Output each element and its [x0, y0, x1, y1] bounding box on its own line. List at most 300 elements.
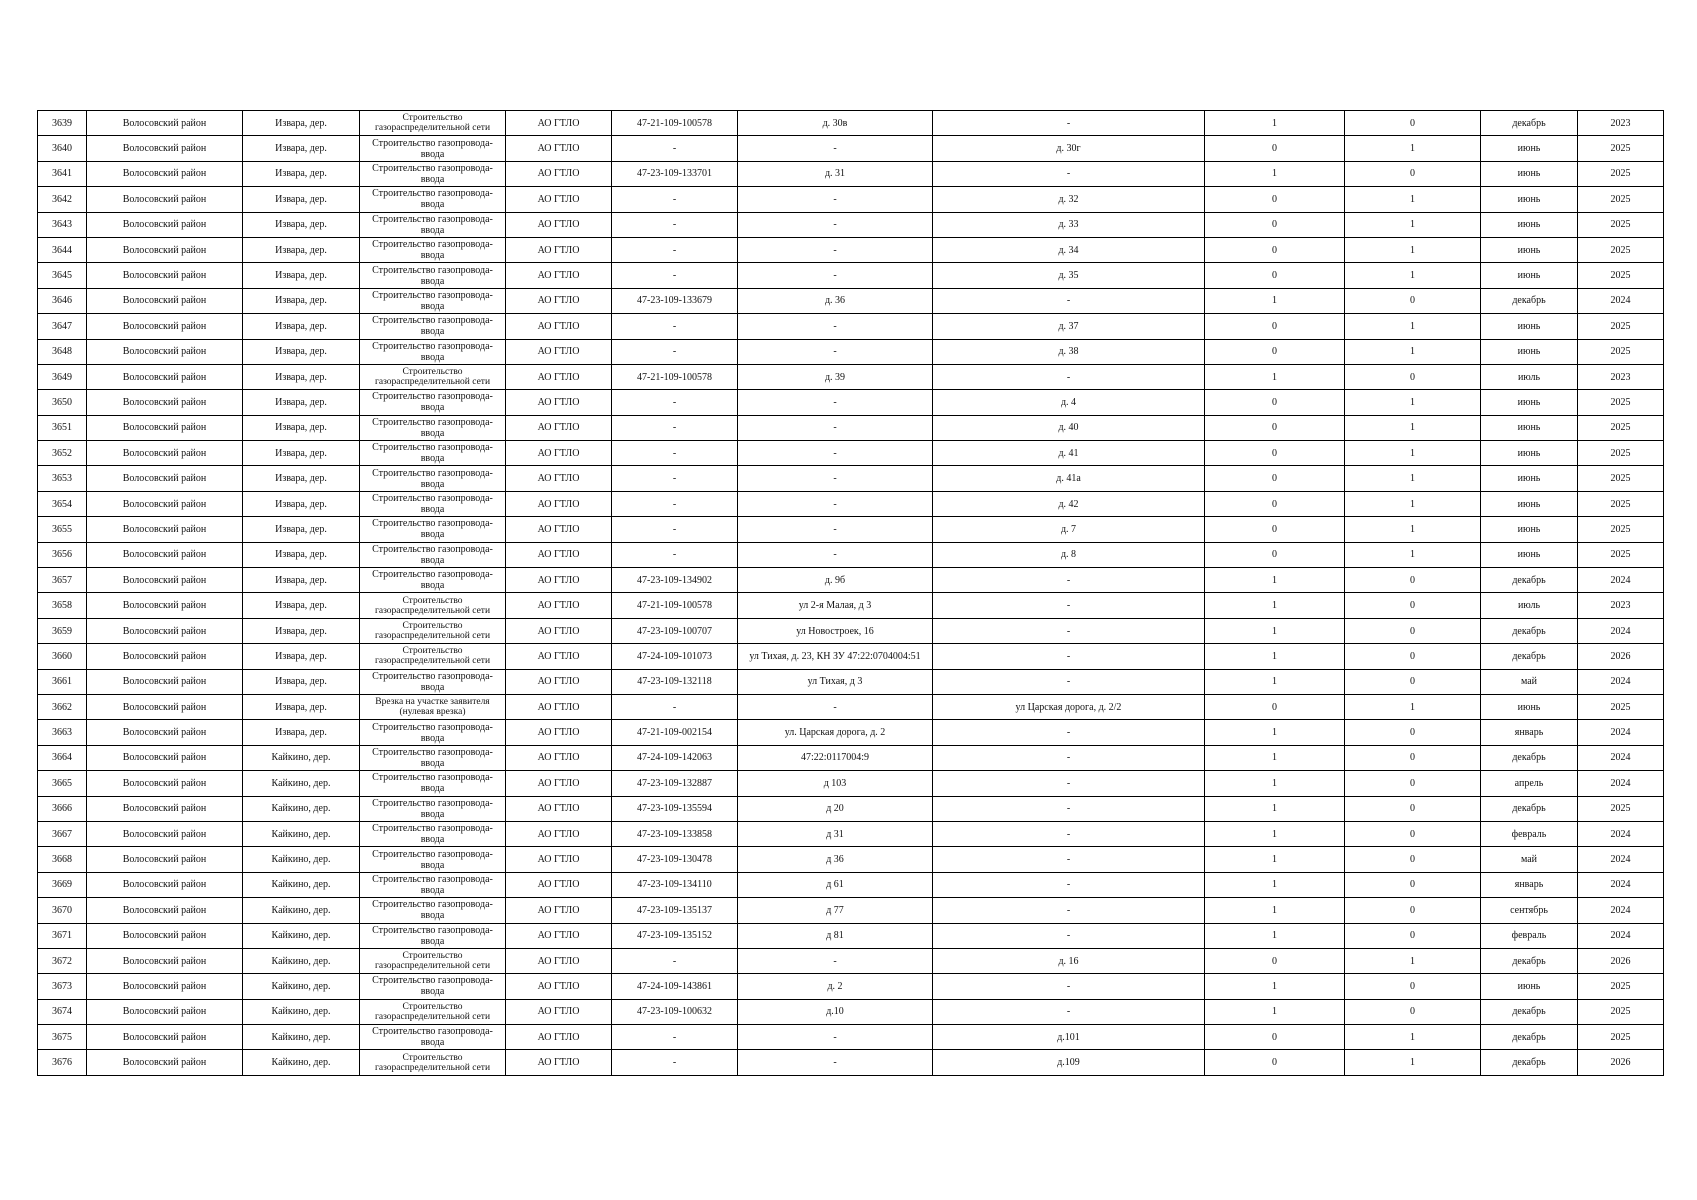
year-cell: 2024	[1578, 720, 1664, 745]
settlement-cell: Кайкино, дер.	[243, 771, 360, 796]
address-cell: д 31	[738, 821, 933, 846]
address-pending-cell: д.101	[933, 1025, 1205, 1050]
contract-number-cell: -	[612, 339, 738, 364]
organization-cell: АО ГТЛО	[506, 212, 612, 237]
address-cell: д 36	[738, 847, 933, 872]
month-cell: июнь	[1481, 390, 1578, 415]
settlement-cell: Извара, дер.	[243, 212, 360, 237]
table-row	[38, 974, 1664, 999]
count-a-cell: 0	[1205, 339, 1345, 364]
row-number-cell: 3657	[38, 568, 87, 593]
work-type-cell: Строительство газораспределительной сети	[360, 618, 506, 643]
count-a-cell: 1	[1205, 872, 1345, 897]
count-a-cell: 0	[1205, 517, 1345, 542]
count-b-cell: 0	[1345, 618, 1481, 643]
settlement-cell: Извара, дер.	[243, 187, 360, 212]
settlement-cell: Кайкино, дер.	[243, 898, 360, 923]
count-a-cell: 0	[1205, 237, 1345, 262]
contract-number-cell: -	[612, 441, 738, 466]
address-cell: -	[738, 263, 933, 288]
address-pending-cell: д. 34	[933, 237, 1205, 262]
count-a-cell: 1	[1205, 923, 1345, 948]
count-b-cell: 1	[1345, 1050, 1481, 1075]
table-row	[38, 390, 1664, 415]
work-type-cell: Строительство газопровода-ввода	[360, 669, 506, 694]
district-cell: Волосовский район	[87, 364, 243, 389]
work-type-cell: Строительство газопровода-ввода	[360, 542, 506, 567]
address-cell: -	[738, 1025, 933, 1050]
organization-cell: АО ГТЛО	[506, 187, 612, 212]
row-number-cell: 3669	[38, 872, 87, 897]
count-a-cell: 0	[1205, 263, 1345, 288]
month-cell: июнь	[1481, 517, 1578, 542]
settlement-cell: Извара, дер.	[243, 618, 360, 643]
work-type-cell: Строительство газопровода-ввода	[360, 1025, 506, 1050]
settlement-cell: Кайкино, дер.	[243, 872, 360, 897]
count-b-cell: 1	[1345, 542, 1481, 567]
count-a-cell: 1	[1205, 364, 1345, 389]
year-cell: 2024	[1578, 669, 1664, 694]
settlement-cell: Извара, дер.	[243, 669, 360, 694]
year-cell: 2025	[1578, 517, 1664, 542]
address-pending-cell: д. 41а	[933, 466, 1205, 491]
settlement-cell: Извара, дер.	[243, 415, 360, 440]
year-cell: 2024	[1578, 618, 1664, 643]
count-b-cell: 0	[1345, 161, 1481, 186]
table-row	[38, 187, 1664, 212]
count-a-cell: 0	[1205, 415, 1345, 440]
address-cell: д. 36	[738, 288, 933, 313]
count-b-cell: 1	[1345, 136, 1481, 161]
row-number-cell: 3640	[38, 136, 87, 161]
month-cell: апрель	[1481, 771, 1578, 796]
district-cell: Волосовский район	[87, 644, 243, 669]
year-cell: 2025	[1578, 339, 1664, 364]
organization-cell: АО ГТЛО	[506, 796, 612, 821]
district-cell: Волосовский район	[87, 314, 243, 339]
row-number-cell: 3675	[38, 1025, 87, 1050]
count-a-cell: 0	[1205, 948, 1345, 973]
month-cell: декабрь	[1481, 948, 1578, 973]
count-b-cell: 1	[1345, 415, 1481, 440]
address-pending-cell: -	[933, 111, 1205, 136]
table-row	[38, 720, 1664, 745]
month-cell: декабрь	[1481, 111, 1578, 136]
contract-number-cell: -	[612, 212, 738, 237]
year-cell: 2024	[1578, 288, 1664, 313]
count-a-cell: 1	[1205, 847, 1345, 872]
address-cell: -	[738, 187, 933, 212]
table-row	[38, 263, 1664, 288]
work-type-cell: Строительство газопровода-ввода	[360, 390, 506, 415]
table-row	[38, 771, 1664, 796]
settlement-cell: Извара, дер.	[243, 237, 360, 262]
address-cell: ул Тихая, д 3	[738, 669, 933, 694]
address-cell: д. 39	[738, 364, 933, 389]
address-cell: 47:22:0117004:9	[738, 745, 933, 770]
count-a-cell: 0	[1205, 212, 1345, 237]
year-cell: 2024	[1578, 821, 1664, 846]
contract-number-cell: -	[612, 1025, 738, 1050]
organization-cell: АО ГТЛО	[506, 339, 612, 364]
month-cell: май	[1481, 669, 1578, 694]
address-cell: д. 2	[738, 974, 933, 999]
year-cell: 2024	[1578, 872, 1664, 897]
work-type-cell: Строительство газопровода-ввода	[360, 263, 506, 288]
address-pending-cell: -	[933, 593, 1205, 618]
count-a-cell: 0	[1205, 542, 1345, 567]
contract-number-cell: -	[612, 187, 738, 212]
contract-number-cell: 47-23-109-134110	[612, 872, 738, 897]
address-cell: ул. Царская дорога, д. 2	[738, 720, 933, 745]
district-cell: Волосовский район	[87, 923, 243, 948]
month-cell: июнь	[1481, 161, 1578, 186]
count-b-cell: 0	[1345, 999, 1481, 1024]
contract-number-cell: 47-23-109-132887	[612, 771, 738, 796]
month-cell: январь	[1481, 872, 1578, 897]
count-a-cell: 1	[1205, 745, 1345, 770]
table-row	[38, 364, 1664, 389]
count-a-cell: 1	[1205, 161, 1345, 186]
organization-cell: АО ГТЛО	[506, 872, 612, 897]
settlement-cell: Кайкино, дер.	[243, 847, 360, 872]
year-cell: 2025	[1578, 187, 1664, 212]
row-number-cell: 3671	[38, 923, 87, 948]
settlement-cell: Извара, дер.	[243, 644, 360, 669]
row-number-cell: 3672	[38, 948, 87, 973]
district-cell: Волосовский район	[87, 720, 243, 745]
row-number-cell: 3663	[38, 720, 87, 745]
month-cell: июнь	[1481, 237, 1578, 262]
address-pending-cell: -	[933, 644, 1205, 669]
address-pending-cell: -	[933, 796, 1205, 821]
count-a-cell: 1	[1205, 898, 1345, 923]
count-b-cell: 1	[1345, 339, 1481, 364]
count-a-cell: 1	[1205, 821, 1345, 846]
month-cell: июль	[1481, 364, 1578, 389]
work-type-cell: Строительство газопровода-ввода	[360, 314, 506, 339]
address-cell: д 20	[738, 796, 933, 821]
table-row	[38, 314, 1664, 339]
month-cell: июнь	[1481, 263, 1578, 288]
count-a-cell: 1	[1205, 999, 1345, 1024]
district-cell: Волосовский район	[87, 974, 243, 999]
year-cell: 2025	[1578, 415, 1664, 440]
contract-number-cell: -	[612, 466, 738, 491]
contract-number-cell: 47-23-109-135137	[612, 898, 738, 923]
count-a-cell: 0	[1205, 1025, 1345, 1050]
count-a-cell: 0	[1205, 314, 1345, 339]
month-cell: декабрь	[1481, 618, 1578, 643]
count-a-cell: 0	[1205, 136, 1345, 161]
contract-number-cell: -	[612, 542, 738, 567]
contract-number-cell: -	[612, 491, 738, 516]
year-cell: 2024	[1578, 923, 1664, 948]
table-row	[38, 136, 1664, 161]
address-pending-cell: -	[933, 872, 1205, 897]
work-type-cell: Строительство газораспределительной сети	[360, 593, 506, 618]
count-b-cell: 1	[1345, 237, 1481, 262]
work-type-cell: Строительство газопровода-ввода	[360, 898, 506, 923]
address-pending-cell: -	[933, 847, 1205, 872]
month-cell: май	[1481, 847, 1578, 872]
year-cell: 2024	[1578, 568, 1664, 593]
address-cell: -	[738, 542, 933, 567]
address-pending-cell: -	[933, 568, 1205, 593]
contract-number-cell: 47-23-109-134902	[612, 568, 738, 593]
table-row	[38, 491, 1664, 516]
year-cell: 2025	[1578, 161, 1664, 186]
settlement-cell: Кайкино, дер.	[243, 999, 360, 1024]
work-type-cell: Строительство газопровода-ввода	[360, 745, 506, 770]
address-pending-cell: -	[933, 974, 1205, 999]
address-pending-cell: -	[933, 745, 1205, 770]
year-cell: 2025	[1578, 491, 1664, 516]
table-row	[38, 415, 1664, 440]
district-cell: Волосовский район	[87, 872, 243, 897]
settlement-cell: Извара, дер.	[243, 720, 360, 745]
row-number-cell: 3646	[38, 288, 87, 313]
organization-cell: АО ГТЛО	[506, 136, 612, 161]
count-b-cell: 1	[1345, 314, 1481, 339]
year-cell: 2025	[1578, 212, 1664, 237]
address-pending-cell: д. 35	[933, 263, 1205, 288]
row-number-cell: 3652	[38, 441, 87, 466]
organization-cell: АО ГТЛО	[506, 694, 612, 719]
work-type-cell: Врезка на участке заявителя (нулевая врезка)	[360, 694, 506, 719]
count-b-cell: 0	[1345, 898, 1481, 923]
work-type-cell: Строительство газораспределительной сети	[360, 364, 506, 389]
address-pending-cell: -	[933, 669, 1205, 694]
table-body	[38, 111, 1664, 1076]
month-cell: декабрь	[1481, 288, 1578, 313]
table-row	[38, 745, 1664, 770]
settlement-cell: Кайкино, дер.	[243, 821, 360, 846]
month-cell: февраль	[1481, 821, 1578, 846]
contract-number-cell: 47-23-109-135152	[612, 923, 738, 948]
row-number-cell: 3648	[38, 339, 87, 364]
district-cell: Волосовский район	[87, 136, 243, 161]
district-cell: Волосовский район	[87, 694, 243, 719]
district-cell: Волосовский район	[87, 669, 243, 694]
address-pending-cell: -	[933, 923, 1205, 948]
contract-number-cell: 47-21-109-100578	[612, 111, 738, 136]
table-row	[38, 111, 1664, 136]
count-b-cell: 0	[1345, 720, 1481, 745]
count-b-cell: 0	[1345, 872, 1481, 897]
year-cell: 2025	[1578, 263, 1664, 288]
address-cell: д 103	[738, 771, 933, 796]
year-cell: 2025	[1578, 694, 1664, 719]
district-cell: Волосовский район	[87, 999, 243, 1024]
address-pending-cell: -	[933, 999, 1205, 1024]
address-cell: -	[738, 136, 933, 161]
row-number-cell: 3676	[38, 1050, 87, 1075]
count-b-cell: 0	[1345, 821, 1481, 846]
contract-number-cell: -	[612, 415, 738, 440]
settlement-cell: Кайкино, дер.	[243, 974, 360, 999]
address-pending-cell: -	[933, 618, 1205, 643]
table-row	[38, 212, 1664, 237]
table-row	[38, 339, 1664, 364]
count-a-cell: 0	[1205, 441, 1345, 466]
settlement-cell: Извара, дер.	[243, 364, 360, 389]
table-row	[38, 288, 1664, 313]
district-cell: Волосовский район	[87, 796, 243, 821]
count-b-cell: 0	[1345, 364, 1481, 389]
month-cell: декабрь	[1481, 1050, 1578, 1075]
month-cell: июнь	[1481, 491, 1578, 516]
row-number-cell: 3647	[38, 314, 87, 339]
organization-cell: АО ГТЛО	[506, 441, 612, 466]
row-number-cell: 3642	[38, 187, 87, 212]
count-a-cell: 1	[1205, 288, 1345, 313]
address-pending-cell: -	[933, 898, 1205, 923]
row-number-cell: 3664	[38, 745, 87, 770]
address-cell: -	[738, 339, 933, 364]
address-cell: -	[738, 694, 933, 719]
count-b-cell: 1	[1345, 466, 1481, 491]
table-row	[38, 618, 1664, 643]
table-row	[38, 821, 1664, 846]
address-cell: д. 30в	[738, 111, 933, 136]
month-cell: июнь	[1481, 974, 1578, 999]
month-cell: декабрь	[1481, 745, 1578, 770]
count-b-cell: 0	[1345, 568, 1481, 593]
contract-number-cell: -	[612, 237, 738, 262]
count-b-cell: 0	[1345, 796, 1481, 821]
work-type-cell: Строительство газопровода-ввода	[360, 237, 506, 262]
address-pending-cell: д. 16	[933, 948, 1205, 973]
organization-cell: АО ГТЛО	[506, 948, 612, 973]
district-cell: Волосовский район	[87, 111, 243, 136]
row-number-cell: 3643	[38, 212, 87, 237]
organization-cell: АО ГТЛО	[506, 263, 612, 288]
organization-cell: АО ГТЛО	[506, 364, 612, 389]
row-number-cell: 3660	[38, 644, 87, 669]
settlement-cell: Извара, дер.	[243, 568, 360, 593]
year-cell: 2023	[1578, 593, 1664, 618]
organization-cell: АО ГТЛО	[506, 111, 612, 136]
contract-number-cell: -	[612, 263, 738, 288]
count-a-cell: 1	[1205, 644, 1345, 669]
count-b-cell: 0	[1345, 771, 1481, 796]
row-number-cell: 3655	[38, 517, 87, 542]
year-cell: 2024	[1578, 898, 1664, 923]
address-pending-cell: ул Царская дорога, д. 2/2	[933, 694, 1205, 719]
organization-cell: АО ГТЛО	[506, 669, 612, 694]
contract-number-cell: 47-24-109-101073	[612, 644, 738, 669]
address-cell: -	[738, 491, 933, 516]
count-b-cell: 1	[1345, 441, 1481, 466]
row-number-cell: 3653	[38, 466, 87, 491]
organization-cell: АО ГТЛО	[506, 898, 612, 923]
work-type-cell: Строительство газопровода-ввода	[360, 212, 506, 237]
contract-number-cell: 47-21-109-002154	[612, 720, 738, 745]
work-type-cell: Строительство газопровода-ввода	[360, 187, 506, 212]
address-cell: д 81	[738, 923, 933, 948]
address-cell: -	[738, 314, 933, 339]
work-type-cell: Строительство газопровода-ввода	[360, 441, 506, 466]
organization-cell: АО ГТЛО	[506, 491, 612, 516]
year-cell: 2026	[1578, 644, 1664, 669]
table-row	[38, 644, 1664, 669]
contract-number-cell: 47-21-109-100578	[612, 364, 738, 389]
month-cell: июнь	[1481, 542, 1578, 567]
contract-number-cell: -	[612, 694, 738, 719]
organization-cell: АО ГТЛО	[506, 1050, 612, 1075]
month-cell: декабрь	[1481, 999, 1578, 1024]
address-pending-cell: -	[933, 720, 1205, 745]
count-a-cell: 1	[1205, 111, 1345, 136]
organization-cell: АО ГТЛО	[506, 745, 612, 770]
work-type-cell: Строительство газораспределительной сети	[360, 999, 506, 1024]
table-row	[38, 593, 1664, 618]
organization-cell: АО ГТЛО	[506, 568, 612, 593]
year-cell: 2025	[1578, 390, 1664, 415]
table-row	[38, 694, 1664, 719]
count-b-cell: 1	[1345, 491, 1481, 516]
organization-cell: АО ГТЛО	[506, 771, 612, 796]
count-a-cell: 1	[1205, 974, 1345, 999]
year-cell: 2024	[1578, 745, 1664, 770]
table-row	[38, 948, 1664, 973]
organization-cell: АО ГТЛО	[506, 288, 612, 313]
work-type-cell: Строительство газораспределительной сети	[360, 1050, 506, 1075]
table-row	[38, 237, 1664, 262]
organization-cell: АО ГТЛО	[506, 517, 612, 542]
month-cell: июнь	[1481, 441, 1578, 466]
district-cell: Волосовский район	[87, 1025, 243, 1050]
row-number-cell: 3668	[38, 847, 87, 872]
count-a-cell: 1	[1205, 568, 1345, 593]
address-cell: д. 31	[738, 161, 933, 186]
count-a-cell: 0	[1205, 1050, 1345, 1075]
contract-number-cell: 47-23-109-100707	[612, 618, 738, 643]
table-row	[38, 847, 1664, 872]
row-number-cell: 3656	[38, 542, 87, 567]
table-row	[38, 1050, 1664, 1075]
row-number-cell: 3650	[38, 390, 87, 415]
count-a-cell: 1	[1205, 796, 1345, 821]
year-cell: 2024	[1578, 847, 1664, 872]
organization-cell: АО ГТЛО	[506, 542, 612, 567]
organization-cell: АО ГТЛО	[506, 847, 612, 872]
address-cell: ул 2-я Малая, д 3	[738, 593, 933, 618]
count-b-cell: 0	[1345, 644, 1481, 669]
district-cell: Волосовский район	[87, 187, 243, 212]
address-cell: -	[738, 237, 933, 262]
address-cell: -	[738, 212, 933, 237]
gas-connection-registry-table	[37, 110, 1664, 1076]
month-cell: июнь	[1481, 136, 1578, 161]
work-type-cell: Строительство газопровода-ввода	[360, 466, 506, 491]
district-cell: Волосовский район	[87, 745, 243, 770]
work-type-cell: Строительство газопровода-ввода	[360, 796, 506, 821]
count-b-cell: 0	[1345, 593, 1481, 618]
address-cell: -	[738, 390, 933, 415]
address-cell: д.10	[738, 999, 933, 1024]
row-number-cell: 3639	[38, 111, 87, 136]
contract-number-cell: 47-23-109-133679	[612, 288, 738, 313]
address-pending-cell: д. 38	[933, 339, 1205, 364]
work-type-cell: Строительство газопровода-ввода	[360, 821, 506, 846]
organization-cell: АО ГТЛО	[506, 593, 612, 618]
district-cell: Волосовский район	[87, 390, 243, 415]
row-number-cell: 3641	[38, 161, 87, 186]
district-cell: Волосовский район	[87, 948, 243, 973]
month-cell: июнь	[1481, 415, 1578, 440]
